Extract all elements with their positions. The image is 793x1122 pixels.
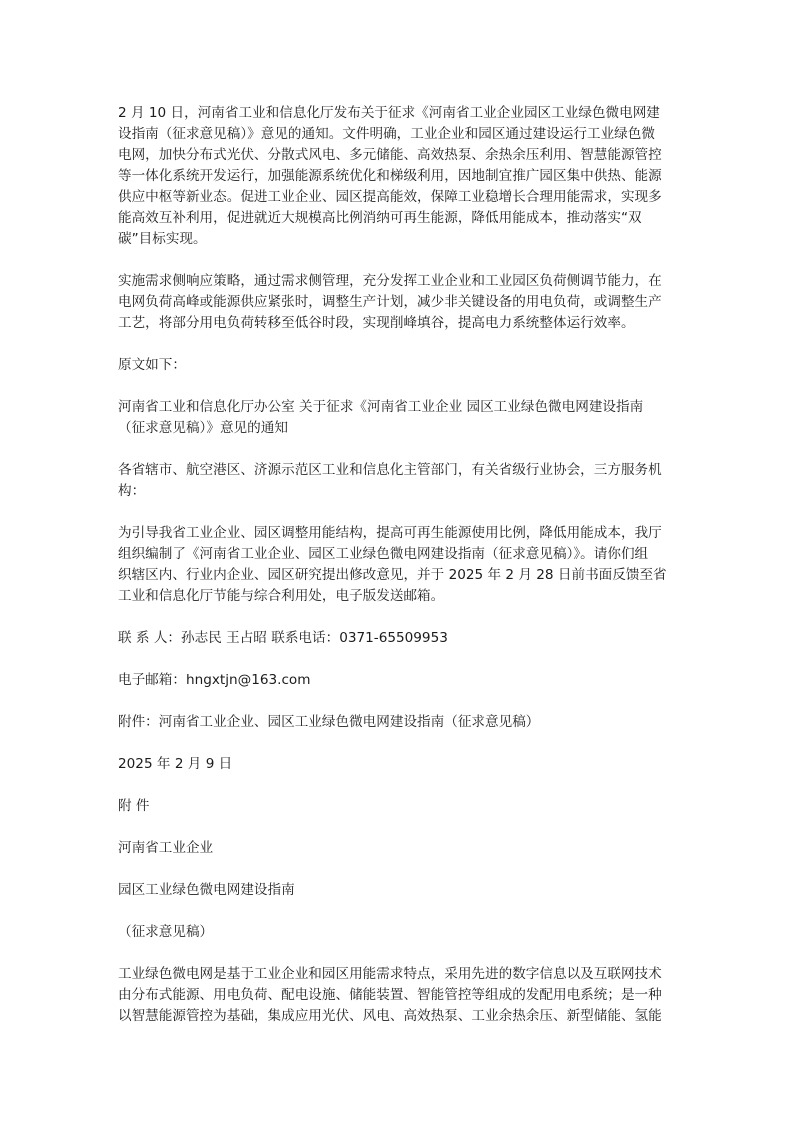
text-line: 电网，加快分布式光伏、分散式风电、多元储能、高效热泵、余热余压利用、智慧能源管控 — [118, 147, 662, 163]
notice-body — [118, 523, 688, 607]
text-line: 河南省工业和信息化厅办公室 关于征求《河南省工业企业 园区工业绿色微电网建设指南 — [118, 399, 644, 415]
text-line: 组织编制了《河南省工业企业、园区工业绿色微电网建设指南（征求意见稿）》。请你们组 — [118, 546, 649, 562]
original-text-label — [118, 355, 688, 376]
text-line: 河南省工业企业 — [118, 840, 214, 856]
intro-paragraph — [118, 103, 688, 250]
text-line: 工业绿色微电网是基于工业企业和园区用能需求特点，采用先进的数字信息以及互联网技术 — [118, 966, 662, 982]
text-line: 织辖区内、行业内企业、园区研究提出修改意见，并于 2025 年 2 月 28 日前书面反馈至省 — [118, 567, 667, 583]
text-line: 实施需求侧响应策略，通过需求侧管理，充分发挥工业企业和工业园区负荷侧调节能力，在 — [118, 273, 662, 289]
guide-definition-paragraph — [118, 964, 688, 1027]
text-line: 附件：河南省工业企业、园区工业绿色微电网建设指南（征求意见稿） — [118, 714, 540, 730]
text-line: 设指南（征求意见稿）》意见的通知。文件明确，工业企业和园区通过建设运行工业绿色微 — [118, 126, 655, 142]
text-line: 原文如下： — [118, 357, 186, 373]
text-line: 构： — [118, 483, 146, 499]
text-line: 工业和信息化厅节能与综合利用处，电子版发送邮箱。 — [118, 588, 445, 604]
text-line: 2 月 10 日，河南省工业和信息化厅发布关于征求《河南省工业企业园区工业绿色微电网建 — [118, 105, 660, 121]
addressees — [118, 460, 688, 502]
text-line: 联 系 人：孙志民 王占昭 联系电话：0371-65509953 — [118, 630, 448, 646]
text-line: 由分布式能源、用电负荷、配电设施、储能装置、智能管控等组成的发配用电系统；是一种 — [118, 987, 662, 1003]
text-line: 能高效互补利用，促进就近大规模高比例消纳可再生能源，降低用能成本，推动落实“双 — [118, 210, 642, 226]
text-line: 园区工业绿色微电网建设指南 — [118, 882, 295, 898]
text-line: 附 件 — [118, 798, 150, 814]
attachment-heading — [118, 796, 688, 817]
text-line: 供应中枢等新业态。促进工业企业、园区提高能效，保障工业稳增长合理用能需求，实现多 — [118, 189, 662, 205]
text-line: 2025 年 2 月 9 日 — [118, 756, 233, 772]
text-line: （征求意见稿）》意见的通知 — [118, 420, 288, 436]
text-line: 碳”目标实现。 — [118, 231, 207, 247]
guide-title-line-2 — [118, 880, 688, 901]
notice-date — [118, 754, 688, 775]
notice-title — [118, 397, 688, 439]
document-page — [118, 103, 688, 1048]
text-line: 各省辖市、航空港区、济源示范区工业和信息化主管部门，有关省级行业协会，三方服务机 — [118, 462, 662, 478]
attachment-line — [118, 712, 688, 733]
demand-response-paragraph — [118, 271, 688, 334]
contact-info — [118, 628, 688, 649]
text-line: 电网负荷高峰或能源供应紧张时，调整生产计划，减少非关键设备的用电负荷，或调整生产 — [118, 294, 662, 310]
text-line: 等一体化系统开发运行，加强能源系统优化和梯级利用，因地制宜推广园区集中供热、能源 — [118, 168, 662, 184]
guide-title-line-1 — [118, 838, 688, 859]
email-info — [118, 670, 688, 691]
text-line: （征求意见稿） — [118, 924, 214, 940]
text-line: 电子邮箱：hngxtjn@163.com — [118, 672, 311, 688]
text-line: 为引导我省工业企业、园区调整用能结构，提高可再生能源使用比例，降低用能成本，我厅 — [118, 525, 662, 541]
guide-draft-label — [118, 922, 688, 943]
text-line: 工艺，将部分用电负荷转移至低谷时段，实现削峰填谷，提高电力系统整体运行效率。 — [118, 315, 635, 331]
text-line: 以智慧能源管控为基础，集成应用光伏、风电、高效热泵、工业余热余压、新型储能、氢能 — [118, 1008, 662, 1024]
